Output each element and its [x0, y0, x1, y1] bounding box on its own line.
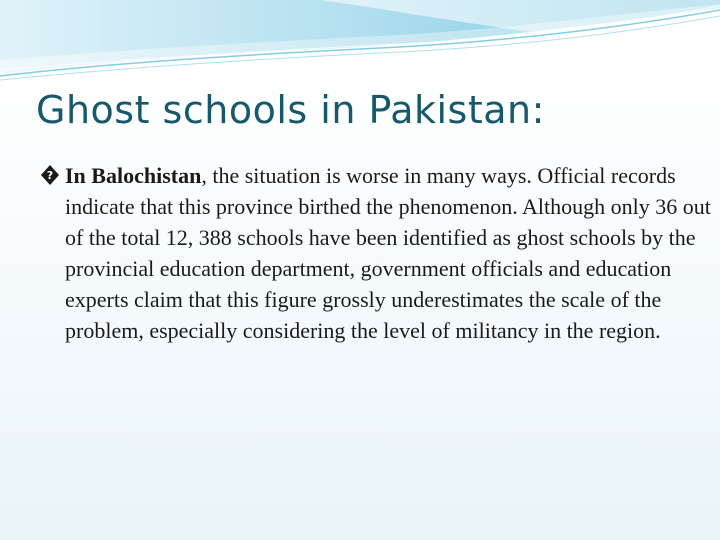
lead-phrase: In Balochistan	[65, 163, 202, 188]
missing-glyph-icon	[40, 164, 60, 186]
paragraph-text: , the situation is worse in many ways. Official records indicate that this province birthed the phenomenon. Although only 36 out of the total 12, 388 schools have been identified as ghost schools by the provincial education department, government officials and education experts claim that this figure grossly underestimates the scale of the problem, especially considering the level of militancy in the region.	[65, 163, 711, 343]
top-wave-decoration	[0, 0, 720, 90]
svg-text:?: ?	[46, 169, 54, 182]
slide-title: Ghost schools in Pakistan:	[36, 88, 545, 132]
slide-body-paragraph	[40, 160, 720, 346]
